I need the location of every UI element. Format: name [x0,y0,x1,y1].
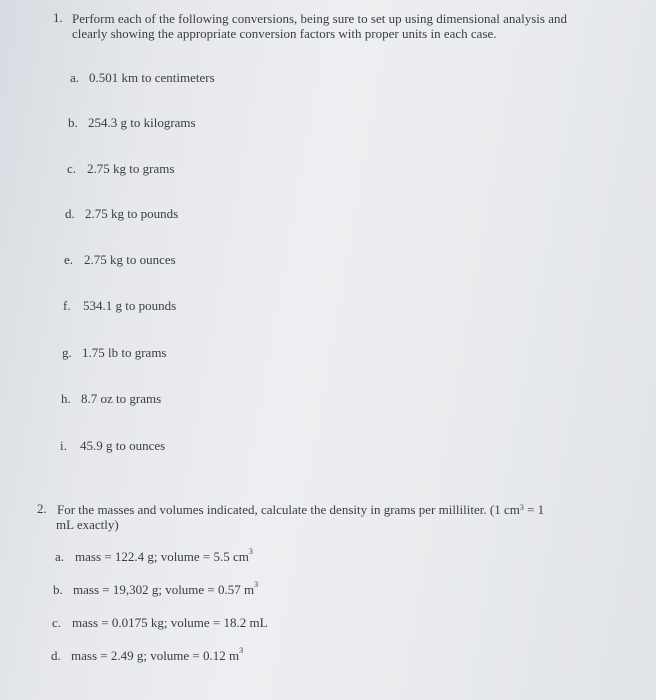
question-1-item-a [70,70,215,86]
question-1-item-c [67,161,174,177]
question-1-item-i [60,438,165,454]
question-2-item-b [53,582,258,598]
item-text: mass = 2.49 g; volume = 0.12 m [71,648,240,663]
item-letter: a. [70,70,80,85]
item-letter: h. [61,391,71,406]
item-text: 45.9 g to ounces [80,438,166,453]
item-text: 2.75 kg to grams [87,161,175,176]
question-2-text-line-2: mL exactly) [56,517,119,532]
question-1-item-e [64,252,176,268]
question-1-item-d [65,206,178,222]
question-1-number: 1. [53,10,63,25]
question-2-text-line-1 [57,501,544,518]
question-2-item-d [51,648,243,664]
question-1-text-line-1: Perform each of the following conversions, being sure to set up using dimensional analysis and [72,11,567,26]
superscript: 3 [519,503,524,512]
question-1-item-h [61,391,161,407]
item-letter: g. [62,345,72,360]
item-letter: d. [51,648,61,663]
item-letter: e. [64,252,74,267]
question-2-text-main: For the masses and volumes indicated, calculate the density in grams per milliliter. (1 cm [57,502,520,517]
item-text: 254.3 g to kilograms [88,115,196,130]
question-1-item-b [68,115,196,131]
question-2-number: 2. [37,501,47,516]
item-text: 2.75 kg to pounds [85,206,179,221]
item-letter: i. [60,438,67,453]
item-letter: c. [52,615,62,630]
item-letter: b. [53,582,63,597]
superscript: 3 [248,547,253,556]
item-letter: a. [55,549,65,564]
question-1-item-f [63,298,176,314]
item-letter: b. [68,115,78,130]
superscript: 3 [239,646,244,655]
item-text: 2.75 kg to ounces [84,252,176,267]
question-2-item-c [52,615,268,631]
question-2-item-a [55,549,253,565]
superscript: 3 [254,580,259,589]
item-text: mass = 19,302 g; volume = 0.57 m [73,582,255,597]
question-1-item-g [62,345,167,361]
item-letter: c. [67,161,77,176]
item-text: 8.7 oz to grams [81,391,162,406]
item-letter: d. [65,206,75,221]
question-2-text-tail: = 1 [523,502,545,517]
item-text: 534.1 g to pounds [83,298,177,313]
question-1-text-line-2: clearly showing the appropriate conversion factors with proper units in each case. [72,26,497,41]
item-letter: f. [63,298,71,313]
item-text: 0.501 km to centimeters [89,70,215,85]
item-text: mass = 122.4 g; volume = 5.5 cm [75,549,249,564]
item-text: mass = 0.0175 kg; volume = 18.2 mL [72,615,268,630]
item-text: 1.75 lb to grams [82,345,167,360]
